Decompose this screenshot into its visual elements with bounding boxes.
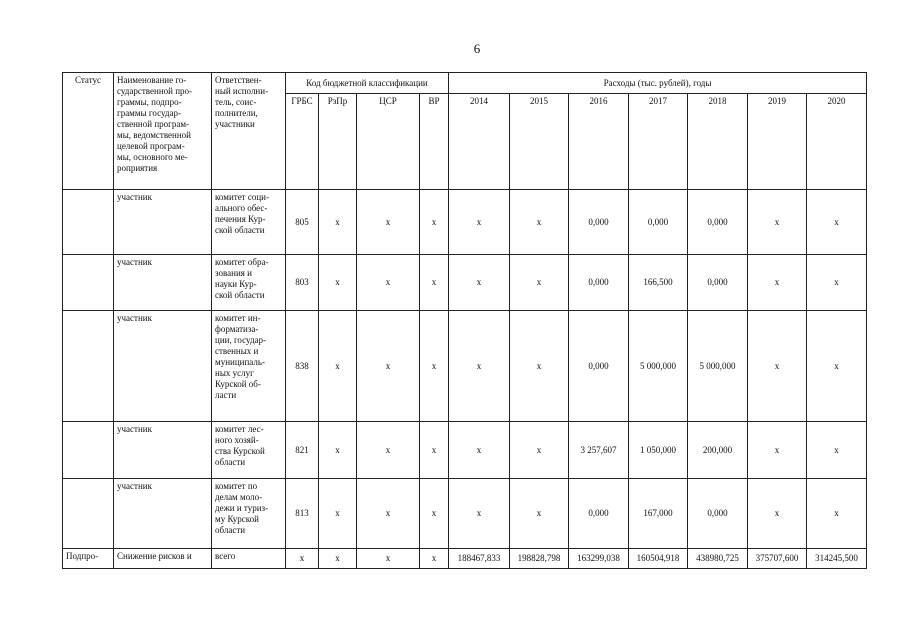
row-expense-value: x xyxy=(449,422,510,479)
table-row xyxy=(63,422,867,479)
row-executor-line: ства Курской xyxy=(215,446,265,456)
row-grbs: 803 xyxy=(286,255,319,311)
row-expense-value: 3 257,607 xyxy=(569,422,629,479)
row-executor-line: ской области xyxy=(215,225,265,235)
row-expense-value: x xyxy=(449,190,510,255)
row-expense-value: x xyxy=(510,422,569,479)
row-executor-line: ных услуг xyxy=(215,368,254,378)
budget-table xyxy=(62,72,867,569)
row-expense-value: 0,000 xyxy=(569,479,629,549)
row-executor-line: зования и xyxy=(215,268,252,278)
header-code-rzpr: РзПр xyxy=(319,94,357,190)
row-expense-value: x xyxy=(510,190,569,255)
header-year: 2014 xyxy=(449,94,510,190)
row-executor-line: муниципаль- xyxy=(215,357,265,367)
row-executor xyxy=(212,255,286,311)
row-expense-value: 0,000 xyxy=(688,190,748,255)
row-name: Снижение рисков и xyxy=(114,549,212,569)
row-expense-value: x xyxy=(807,311,867,422)
row-executor-line: комитет ин- xyxy=(215,313,261,323)
row-executor-line: дежи и туриз- xyxy=(215,503,269,513)
row-status xyxy=(63,311,114,422)
header-code-grbs: ГРБС xyxy=(286,94,319,190)
row-status: Подпро- xyxy=(63,549,114,569)
row-expense-value: x xyxy=(449,479,510,549)
row-executor xyxy=(212,190,286,255)
row-executor-line: Курской об- xyxy=(215,379,261,389)
table-row xyxy=(63,549,867,569)
header-row-1 xyxy=(63,73,867,94)
row-executor-line: комитет по xyxy=(215,481,258,491)
row-status xyxy=(63,422,114,479)
row-executor-line: печения Кур- xyxy=(215,214,266,224)
row-executor-line: всего xyxy=(215,551,236,561)
row-expense-value: x xyxy=(510,255,569,311)
row-grbs: 813 xyxy=(286,479,319,549)
row-executor-line: области xyxy=(215,457,246,467)
row-expense-value: x xyxy=(748,311,807,422)
row-vr: x xyxy=(420,255,449,311)
row-expense-value: x xyxy=(748,190,807,255)
row-executor-line: науки Кур- xyxy=(215,279,257,289)
row-expense-value: 160504,918 xyxy=(629,549,688,569)
page-number: 6 xyxy=(473,41,481,56)
row-expense-value: 0,000 xyxy=(688,479,748,549)
row-expense-value: 0,000 xyxy=(688,255,748,311)
header-year: 2015 xyxy=(510,94,569,190)
row-rzpr: x xyxy=(319,422,357,479)
row-executor xyxy=(212,479,286,549)
row-executor xyxy=(212,422,286,479)
row-rzpr: x xyxy=(319,255,357,311)
row-executor-line: ции, государ- xyxy=(215,335,267,345)
row-executor-line: области xyxy=(215,525,246,535)
row-expense-value: 200,000 xyxy=(688,422,748,479)
row-expense-value: 188467,833 xyxy=(449,549,510,569)
row-expense-value: 166,500 xyxy=(629,255,688,311)
row-rzpr: x xyxy=(319,549,357,569)
row-expense-value: 0,000 xyxy=(629,190,688,255)
row-rzpr: x xyxy=(319,190,357,255)
row-csr: x xyxy=(357,190,420,255)
table-row xyxy=(63,255,867,311)
row-status xyxy=(63,479,114,549)
row-status xyxy=(63,190,114,255)
row-executor-line: ласти xyxy=(215,390,237,400)
row-expense-value: x xyxy=(807,479,867,549)
row-expense-value: x xyxy=(807,255,867,311)
row-expense-value: x xyxy=(807,190,867,255)
row-csr: x xyxy=(357,479,420,549)
table-row xyxy=(63,190,867,255)
row-expense-value: x xyxy=(807,422,867,479)
row-vr: x xyxy=(420,549,449,569)
row-executor-line: форматиза- xyxy=(215,324,259,334)
row-expense-value: x xyxy=(748,479,807,549)
row-expense-value: 5 000,000 xyxy=(629,311,688,422)
header-year: 2019 xyxy=(748,94,807,190)
row-expense-value: 163299,038 xyxy=(569,549,629,569)
row-name: участник xyxy=(114,311,212,422)
header-expenses: Расходы (тыс. рублей), годы xyxy=(449,73,867,94)
row-expense-value: 0,000 xyxy=(569,190,629,255)
row-name: участник xyxy=(114,190,212,255)
row-executor-line: комитет лес- xyxy=(215,424,264,434)
header-year: 2018 xyxy=(688,94,748,190)
row-expense-value: 0,000 xyxy=(569,311,629,422)
row-executor xyxy=(212,311,286,422)
row-vr: x xyxy=(420,311,449,422)
row-rzpr: x xyxy=(319,311,357,422)
row-csr: x xyxy=(357,311,420,422)
row-expense-value: 375707,600 xyxy=(748,549,807,569)
row-expense-value: x xyxy=(510,311,569,422)
row-vr: x xyxy=(420,422,449,479)
row-vr: x xyxy=(420,190,449,255)
row-expense-value: 5 000,000 xyxy=(688,311,748,422)
row-executor-line: комитет обра- xyxy=(215,257,269,267)
row-name: участник xyxy=(114,479,212,549)
table-row xyxy=(63,479,867,549)
header-year: 2020 xyxy=(807,94,867,190)
header-year: 2016 xyxy=(569,94,629,190)
row-grbs: 838 xyxy=(286,311,319,422)
header-executor: Ответствен- ный исполни- тель, соис- полнители, участники xyxy=(212,73,286,190)
row-expense-value: x xyxy=(449,255,510,311)
row-executor-line: му Курской xyxy=(215,514,259,524)
row-expense-value: 1 050,000 xyxy=(629,422,688,479)
row-rzpr: x xyxy=(319,479,357,549)
row-status xyxy=(63,255,114,311)
header-code-csr: ЦСР xyxy=(357,94,420,190)
header-status: Статус xyxy=(63,73,114,190)
row-name: участник xyxy=(114,255,212,311)
table-row xyxy=(63,311,867,422)
header-code-vr: ВР xyxy=(420,94,449,190)
row-grbs: 805 xyxy=(286,190,319,255)
row-csr: x xyxy=(357,255,420,311)
row-grbs: 821 xyxy=(286,422,319,479)
row-executor-line: ального обес- xyxy=(215,203,268,213)
row-expense-value: 0,000 xyxy=(569,255,629,311)
row-expense-value: 198828,798 xyxy=(510,549,569,569)
row-expense-value: 314245,500 xyxy=(807,549,867,569)
row-expense-value: 438980,725 xyxy=(688,549,748,569)
row-executor-line: комитет соци- xyxy=(215,192,269,202)
row-expense-value: x xyxy=(510,479,569,549)
row-csr: x xyxy=(357,422,420,479)
row-executor-line: делам моло- xyxy=(215,492,263,502)
header-year: 2017 xyxy=(629,94,688,190)
row-executor-line: ственных и xyxy=(215,346,259,356)
header-budget-code: Код бюджетной классификации xyxy=(286,73,449,94)
row-executor-line: ской области xyxy=(215,290,265,300)
row-executor-line: ного хозяй- xyxy=(215,435,259,445)
row-expense-value: x xyxy=(748,255,807,311)
row-name: участник xyxy=(114,422,212,479)
row-expense-value: x xyxy=(748,422,807,479)
row-expense-value: 167,000 xyxy=(629,479,688,549)
row-vr: x xyxy=(420,479,449,549)
row-csr: x xyxy=(357,549,420,569)
header-program-name: Наименование го- сударственной про- граммы, подпро- граммы государ- ственной програм- мы, ведомственной целевой програм- мы, основного ме- роприятия xyxy=(114,73,212,190)
row-grbs: x xyxy=(286,549,319,569)
row-expense-value: x xyxy=(449,311,510,422)
row-executor xyxy=(212,549,286,569)
